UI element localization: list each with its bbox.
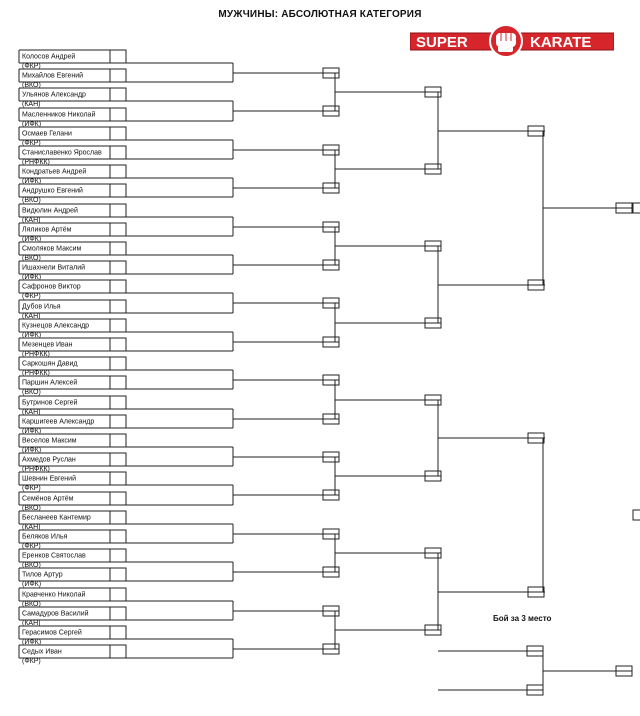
participant-entry	[19, 223, 126, 243]
participant-name: Масленников Николай	[22, 111, 96, 119]
score-box	[110, 376, 126, 389]
participant-entry	[19, 588, 126, 608]
page-title: МУЖЧИНЫ: АБСОЛЮТНАЯ КАТЕГОРИЯ	[218, 9, 422, 20]
score-box	[110, 50, 126, 63]
participant-name: Шевнин Евгений	[22, 475, 76, 483]
score-box	[110, 607, 126, 620]
participant-name: Саркошян Давид	[22, 360, 78, 368]
participant-entry	[19, 261, 126, 281]
participant-entry	[19, 453, 126, 473]
participant-club: (РНФКК)	[22, 159, 50, 166]
participant-entry	[19, 492, 126, 512]
participant-club: (ВКО)	[22, 505, 41, 512]
participant-entry	[19, 338, 126, 358]
participant-club: (КАН)	[22, 101, 41, 108]
participant-name: Семёнов Артём	[22, 495, 74, 503]
score-box	[110, 242, 126, 255]
participant-entry	[19, 607, 126, 627]
participant-name: Тилов Артур	[22, 571, 63, 579]
participant-entry	[19, 434, 126, 454]
score-box	[110, 69, 126, 82]
participant-club: (ИФК)	[22, 428, 42, 435]
participant-entry	[19, 530, 126, 550]
participant-club: (КАН)	[22, 524, 41, 531]
score-box	[110, 108, 126, 121]
participant-club: (ИФК)	[22, 581, 42, 588]
score-box	[110, 568, 126, 581]
participant-club: (ИФК)	[22, 639, 42, 646]
participant-entry	[19, 50, 126, 70]
participant-club: (РНФКК)	[22, 370, 50, 377]
score-box	[110, 530, 126, 543]
participant-entry	[19, 108, 126, 128]
participant-name: Беляков Илья	[22, 533, 68, 541]
participant-club: (ИФК)	[22, 178, 42, 185]
score-box	[110, 511, 126, 524]
participant-entry	[19, 645, 126, 665]
score-box	[110, 146, 126, 159]
participant-name: Смоляков Максим	[22, 245, 82, 253]
participant-entry	[19, 280, 126, 300]
participant-club: (КАН)	[22, 620, 41, 627]
participant-name: Бутринов Сергей	[22, 399, 78, 407]
score-box	[110, 434, 126, 447]
participant-entry	[19, 626, 126, 646]
logo-left-text: SUPER	[416, 34, 468, 51]
participant-club: (ФКР)	[22, 658, 41, 665]
score-box	[110, 338, 126, 351]
participant-name: Веселов Максим	[22, 437, 77, 445]
participant-club: (ВКО)	[22, 197, 41, 204]
score-box	[110, 626, 126, 639]
score-box	[110, 453, 126, 466]
third-place-label: Бой за 3 место	[493, 614, 552, 623]
participant-entry	[19, 300, 126, 320]
participant-entry	[19, 357, 126, 377]
participant-name: Герасимов Сергей	[22, 629, 82, 637]
participant-name: Ульянов Александр	[22, 91, 86, 99]
score-box	[633, 203, 640, 213]
participant-club: (ФКР)	[22, 140, 41, 147]
participant-entry	[19, 184, 126, 204]
score-box	[110, 261, 126, 274]
participant-name: Андрушко Евгений	[22, 187, 83, 195]
participant-name: Кузнецов Александр	[22, 322, 90, 330]
participant-name: Видюлин Андрей	[22, 207, 78, 215]
participant-name: Осмаев Гелани	[22, 130, 72, 138]
participant-name: Ишахнели Виталий	[22, 264, 86, 272]
score-box	[110, 184, 126, 197]
score-box	[110, 300, 126, 313]
participant-name: Колосов Андрей	[22, 53, 76, 61]
participant-name: Дубов Илья	[22, 303, 61, 311]
participant-club: (ФКР)	[22, 63, 41, 70]
score-box	[110, 492, 126, 505]
participant-name: Ахмедов Руслан	[22, 456, 76, 464]
participant-name: Кондратьев Андрей	[22, 168, 87, 176]
participant-club: (ВКО)	[22, 389, 41, 396]
participant-name: Каршигеев Александр	[22, 418, 95, 426]
participant-club: (ФКР)	[22, 543, 41, 550]
participant-entry	[19, 511, 126, 531]
score-box	[110, 645, 126, 658]
score-box	[110, 88, 126, 101]
score-box	[633, 510, 640, 520]
participant-name: Паршин Алексей	[22, 379, 78, 387]
score-box	[110, 549, 126, 562]
participant-club: (ВКО)	[22, 562, 41, 569]
participant-name: Михайлов Евгений	[22, 72, 84, 80]
participant-club: (ФКР)	[22, 293, 41, 300]
participant-entry	[19, 165, 126, 185]
score-box	[110, 396, 126, 409]
participant-name: Ляликов Артём	[22, 226, 72, 234]
participant-name: Седых Иван	[22, 648, 62, 656]
participant-club: (КАН)	[22, 217, 41, 224]
participant-club: (КАН)	[22, 313, 41, 320]
logo-right-text: KARATE	[530, 34, 592, 51]
participant-club: (ВКО)	[22, 82, 41, 89]
participant-entry	[19, 204, 126, 224]
score-box	[110, 127, 126, 140]
participant-club: (ВКО)	[22, 601, 41, 608]
score-box	[110, 165, 126, 178]
participant-name: Самадуров Василий	[22, 610, 89, 618]
participant-club: (ИФК)	[22, 121, 42, 128]
participant-club: (РНФКК)	[22, 466, 50, 473]
participant-club: (ВКО)	[22, 255, 41, 262]
participant-entry	[19, 88, 126, 108]
participant-name: Станиславенко Ярослав	[22, 149, 102, 157]
participant-club: (ИФК)	[22, 274, 42, 281]
score-box	[110, 319, 126, 332]
participant-club: (ФКР)	[22, 485, 41, 492]
participant-name: Бесланеев Кантемир	[22, 514, 91, 522]
participant-entry	[19, 376, 126, 396]
participant-club: (ИФК)	[22, 236, 42, 243]
participant-club: (ИФК)	[22, 332, 42, 339]
participant-entry	[19, 242, 126, 262]
score-box	[110, 357, 126, 370]
score-box	[110, 415, 126, 428]
participant-entry	[19, 69, 126, 89]
participant-entry	[19, 415, 126, 435]
participant-entry	[19, 396, 126, 416]
score-box	[110, 588, 126, 601]
participant-club: (РНФКК)	[22, 351, 50, 358]
score-box	[110, 223, 126, 236]
score-box	[110, 204, 126, 217]
participant-entry	[19, 146, 126, 166]
participant-entry	[19, 472, 126, 492]
participant-name: Кравченко Николай	[22, 591, 86, 599]
participant-name: Мезенцев Иван	[22, 341, 73, 349]
participant-club: (КАН)	[22, 409, 41, 416]
participant-entry	[19, 568, 126, 588]
score-box	[110, 280, 126, 293]
participant-entry	[19, 549, 126, 569]
participant-name: Еренков Святослав	[22, 552, 86, 560]
score-box	[110, 472, 126, 485]
participant-name: Сафронов Виктор	[22, 283, 81, 291]
participant-entry	[19, 319, 126, 339]
participant-entry	[19, 127, 126, 147]
participant-club: (ИФК)	[22, 447, 42, 454]
